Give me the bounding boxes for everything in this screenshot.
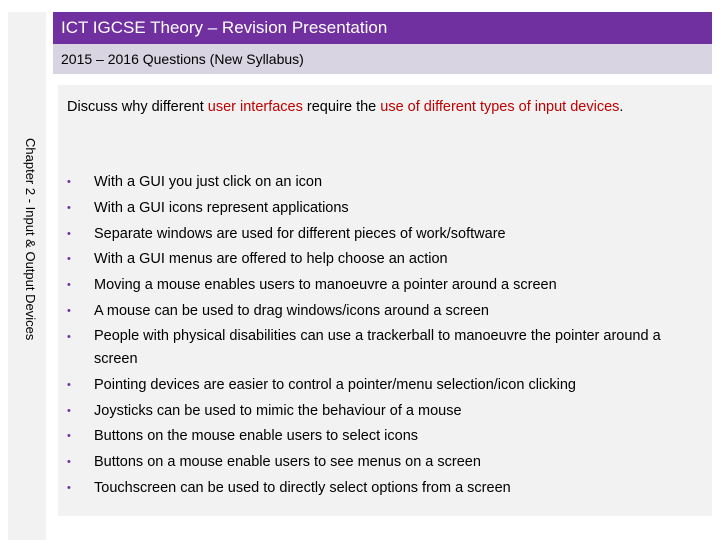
bullet-icon: •: [67, 201, 71, 214]
subtitle-bar: [53, 44, 712, 74]
chapter-label: Chapter 2 - Input & Output Devices: [23, 138, 38, 341]
list-item: [67, 222, 677, 248]
list-item: [67, 299, 677, 325]
bullet-icon: •: [67, 279, 71, 292]
list-item: [67, 273, 677, 299]
question-part-3: .: [619, 99, 624, 115]
question-part-1: Discuss why different: [67, 99, 208, 115]
list-item: [67, 170, 677, 196]
bullet-text: Touchscreen can be used to directly select options from a screen: [94, 479, 511, 496]
bullet-icon: •: [67, 404, 71, 417]
question-highlight-2: use of different types of input devices: [380, 99, 620, 115]
slide-title: ICT IGCSE Theory – Revision Presentation: [61, 18, 388, 37]
answer-bullet-list: [67, 170, 677, 502]
title-bar: [53, 12, 712, 44]
question-highlight-1: user interfaces: [207, 99, 303, 115]
bullet-icon: •: [67, 330, 71, 343]
list-item: [67, 450, 677, 476]
bullet-icon: •: [67, 430, 71, 443]
bullet-text: With a GUI menus are offered to help choose an action: [94, 251, 448, 268]
content-panel: [58, 85, 712, 516]
bullet-text: Moving a mouse enables users to manoeuvre a pointer around a screen: [94, 277, 557, 294]
bullet-text: Joysticks can be used to mimic the behaviour of a mouse: [94, 402, 462, 419]
bullet-text: Separate windows are used for different pieces of work/software: [94, 225, 506, 242]
list-item: [67, 476, 677, 502]
list-item: [67, 424, 677, 450]
bullet-text: A mouse can be used to drag windows/icons around a screen: [94, 302, 489, 319]
bullet-icon: •: [67, 253, 71, 266]
bullet-icon: •: [67, 481, 71, 494]
bullet-text: With a GUI you just click on an icon: [94, 174, 323, 190]
bullet-text: Buttons on a mouse enable users to see menus on a screen: [94, 454, 481, 471]
question-text: [67, 96, 687, 118]
bullet-icon: •: [67, 227, 71, 240]
list-item: [67, 373, 677, 399]
bullet-icon: •: [67, 378, 71, 391]
bullet-icon: •: [67, 304, 71, 317]
list-item: [67, 247, 677, 273]
list-item: [67, 399, 677, 425]
list-item: [67, 325, 677, 373]
bullet-text: Pointing devices are easier to control a pointer/menu selection/icon clicking: [94, 376, 576, 393]
list-item: [67, 196, 677, 222]
bullet-icon: •: [67, 176, 71, 188]
question-part-2: require the: [302, 99, 381, 115]
bullet-text: People with physical disabilities can use a trackerball to manoeuvre the pointer around a screen: [94, 327, 661, 367]
slide-subtitle: 2015 – 2016 Questions (New Syllabus): [61, 51, 304, 67]
bullet-text: With a GUI icons represent applications: [94, 199, 349, 216]
bullet-text: Buttons on the mouse enable users to select icons: [94, 428, 419, 445]
bullet-icon: •: [67, 456, 71, 469]
